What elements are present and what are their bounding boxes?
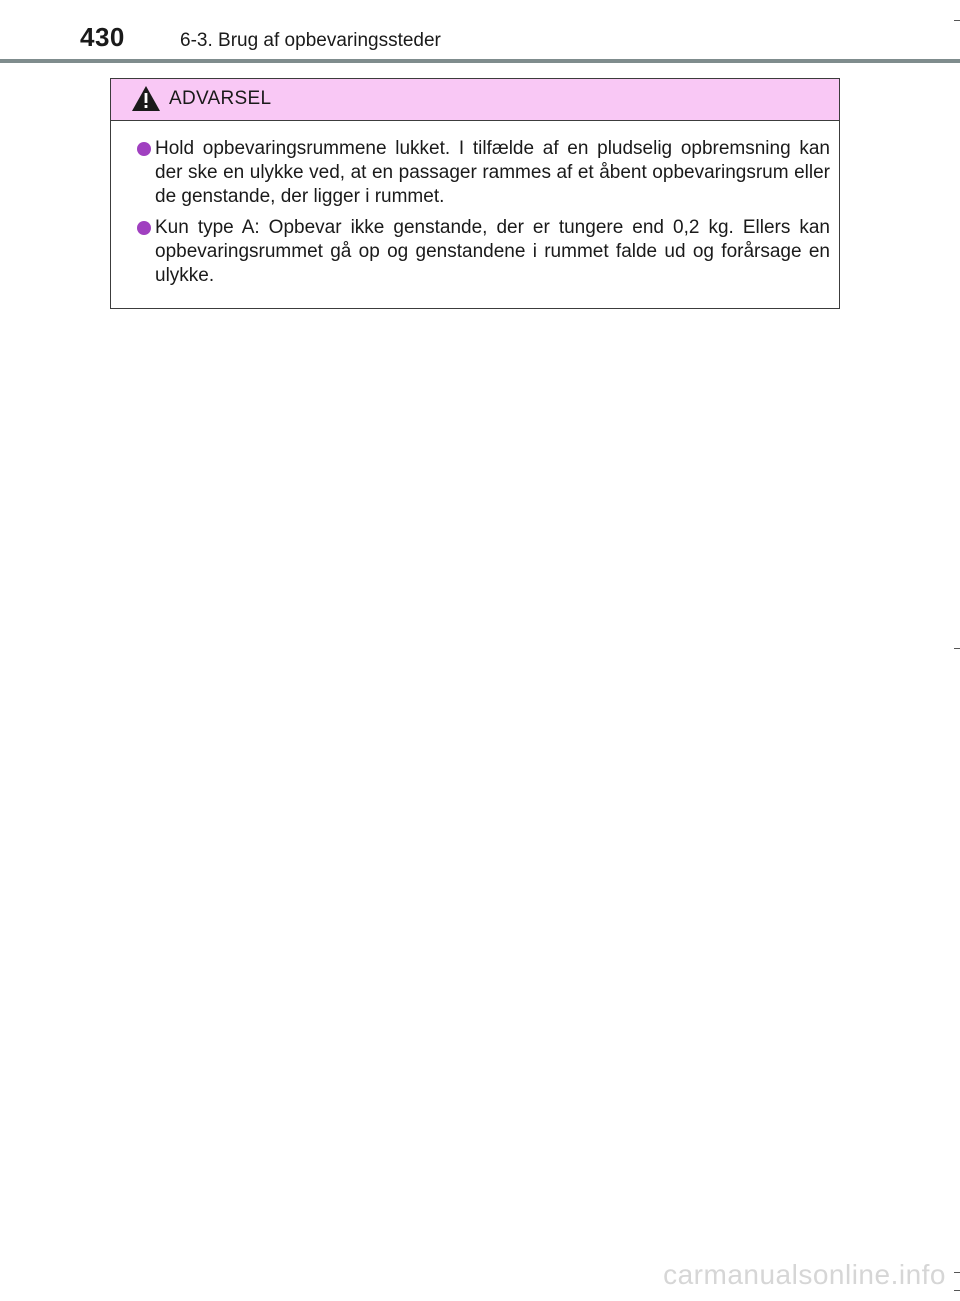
bullet-icon: [137, 221, 151, 235]
warning-item-text: Kun type A: Opbevar ikke genstande, der er tungere end 0,2 kg. Ellers kan opbevaringsrummet gå op og genstandene i rummet falde ud og forårsage en ulykke.: [155, 217, 830, 286]
crop-mark-top: [954, 20, 960, 21]
warning-box: [110, 78, 840, 309]
warning-body: [111, 121, 839, 288]
warning-item-text: Hold opbevaringsrummene lukket. I tilfælde af en pludselig opbremsning kan der ske en ulykke ved, at en passager rammes af et åbent opbevaringsrum eller de genstande, der ligger i rummet.: [155, 138, 830, 207]
warning-triangle-icon: [131, 85, 161, 112]
page-number: 430: [80, 22, 125, 52]
warning-header: [111, 79, 839, 121]
section-title: 6-3. Brug af opbevaringssteder: [180, 30, 441, 51]
warning-item: [137, 216, 830, 288]
header-rule: [0, 59, 960, 63]
warning-title: ADVARSEL: [169, 88, 272, 109]
crop-mark-bottom-2: [954, 1290, 960, 1291]
watermark: carmanualsonline.info: [663, 1259, 946, 1290]
bullet-icon: [137, 142, 151, 156]
crop-mark-middle: [954, 648, 960, 649]
crop-mark-bottom-1: [954, 1272, 960, 1273]
warning-item: [137, 137, 830, 209]
